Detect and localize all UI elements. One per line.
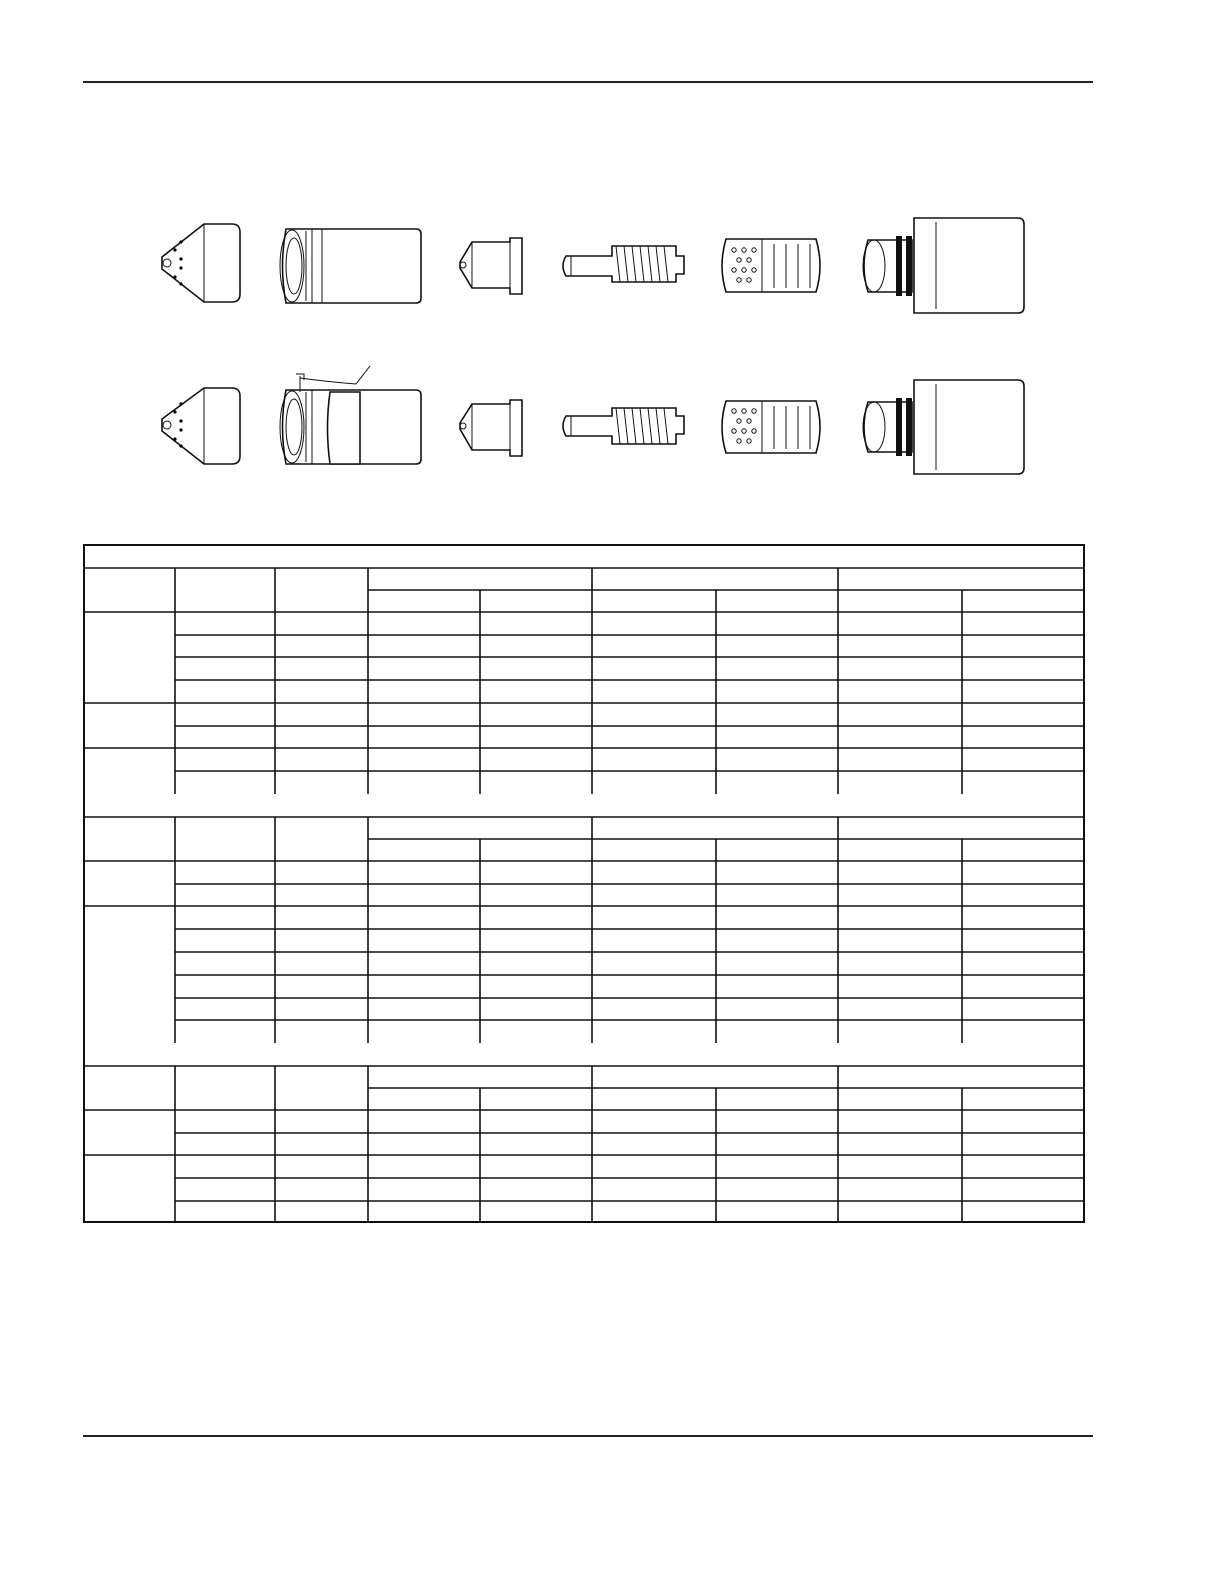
swirl-ring-icon: [722, 401, 820, 453]
nozzle-icon: [162, 224, 240, 302]
shield-cap-icon: [460, 238, 522, 294]
consumables-figure: [0, 0, 1224, 540]
nozzle-icon: [162, 388, 240, 464]
torch-head-icon: [863, 380, 1024, 474]
retaining-cap-ohmic-clip-icon: [280, 366, 421, 464]
torch-head-icon: [863, 218, 1024, 313]
retaining-cap-icon: [280, 229, 421, 303]
footer-rule: [83, 1435, 1093, 1437]
swirl-ring-icon: [722, 239, 820, 292]
cut-chart-table: [83, 544, 1086, 1224]
shield-cap-icon: [460, 400, 522, 456]
electrode-icon: [563, 246, 684, 282]
electrode-icon: [563, 408, 684, 444]
